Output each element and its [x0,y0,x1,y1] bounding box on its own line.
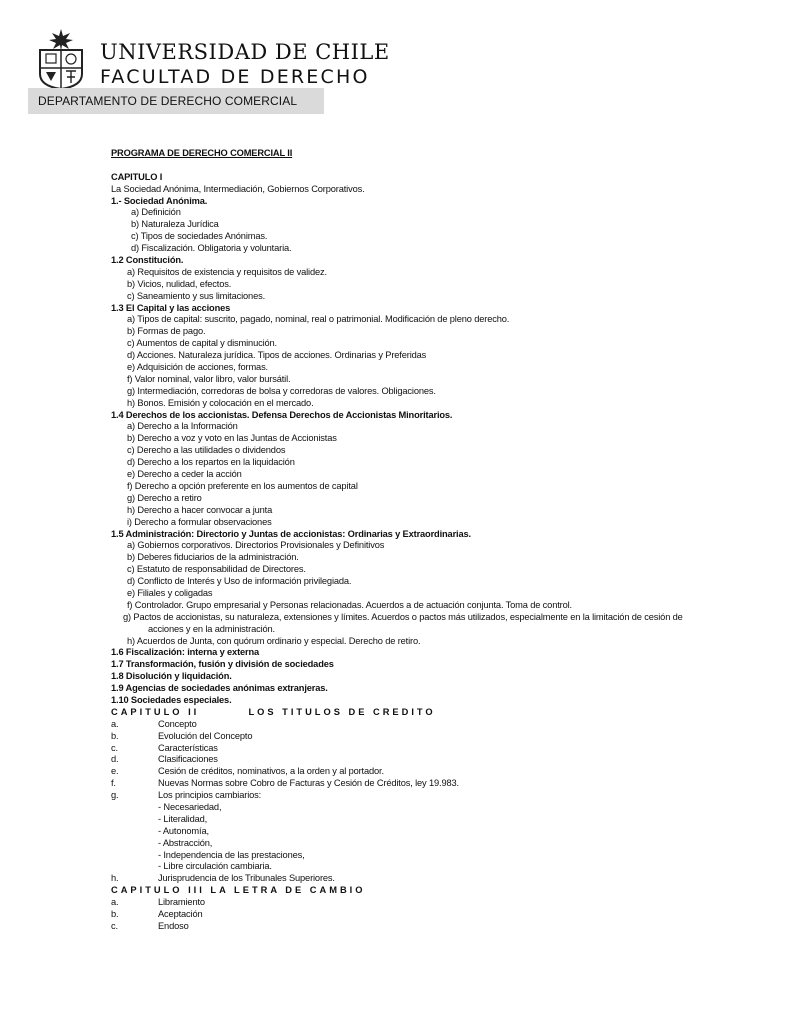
list-item: h) Derecho a hacer convocar a junta [127,504,273,515]
list-item: d) Conflicto de Interés y Uso de información privilegiada. [127,576,352,587]
list-item: c) Tipos de sociedades Anónimas. [131,231,268,242]
principle-item: - Independencia de las prestaciones, [158,849,305,860]
list-item: a) Tipos de capital: suscrito, pagado, nominal, real o patrimonial. Modificación de pleno derecho. [127,314,510,325]
section-title: 1.7 Transformación, fusión y división de sociedades [111,659,334,670]
list-item: b. Aceptación [111,909,203,919]
list-item: c) Aumentos de capital y disminución. [127,338,277,349]
list-item: c) Derecho a las utilidades o dividendos [127,445,286,456]
chapter-1-heading: CAPITULO I [111,171,163,182]
chapter-2-label: CAPITULO II [111,706,200,717]
list-item: i) Derecho a formular observaciones [127,516,272,527]
list-item: c) Saneamiento y sus limitaciones. [127,290,266,301]
list-item: d) Derecho a los repartos en la liquidación [127,457,295,468]
principle-item: - Abstracción, [158,837,213,848]
list-item: f) Controlador. Grupo empresarial y Personas relacionadas. Acuerdos a de actuación conjunta. Toma de control. [127,599,572,610]
section-title: 1.8 Disolución y liquidación. [111,671,232,682]
principle-item: - Libre circulación cambiaria. [158,861,272,872]
section-title: 1.6 Fiscalización: interna y externa [111,647,260,658]
list-item: a) Requisitos de existencia y requisitos de validez. [127,266,327,277]
list-item: h) Acuerdos de Junta, con quórum ordinario y especial. Derecho de retiro. [127,635,421,646]
section-title: 1.10 Sociedades especiales. [111,694,232,705]
list-item: e) Adquisición de acciones, formas. [127,362,268,373]
list-item: h) Bonos. Emisión y colocación en el mercado. [127,397,314,408]
section-title: 1.- Sociedad Anónima. [111,195,208,206]
document-title: PROGRAMA DE DERECHO COMERCIAL II [111,148,293,158]
list-item: d. Clasificaciones [111,754,218,765]
principle-item: - Necesariedad, [158,801,222,812]
chapter-3-heading: CAPITULO III LA LETRA DE CAMBIO [111,885,366,896]
list-item: a) Derecho a la Información [127,421,238,432]
principle-item: - Autonomía, [158,825,209,836]
section-title: 1.4 Derechos de los accionistas. Defensa Derechos de Accionistas Minoritarios. [111,409,453,420]
list-item: g) Derecho a retiro [127,492,202,503]
faculty-name: FACULTAD DE DERECHO [100,66,370,88]
department-band [28,88,324,114]
list-item: c. Características [111,742,218,753]
list-item: f. Nuevas Normas sobre Cobro de Facturas y Cesión de Créditos, ley 19.983. [111,778,459,789]
list-item: f) Valor nominal, valor libro, valor bursátil. [127,373,291,384]
principle-item: - Literalidad, [158,813,208,824]
list-item: e) Derecho a ceder la acción [127,469,242,480]
list-item: g. Los principios cambiarios: [111,790,262,801]
list-item: d) Acciones. Naturaleza jurídica. Tipos de acciones. Ordinarias y Preferidas [127,350,427,361]
list-item: d) Fiscalización. Obligatoria y voluntaria. [131,243,292,254]
list-item: a) Definición [131,207,181,218]
list-item: b) Formas de pago. [127,326,206,337]
list-item: a. Libramiento [111,897,205,908]
list-item-continuation: acciones y en la administración. [148,623,275,634]
university-name: UNIVERSIDAD DE CHILE [100,40,390,64]
list-item: c. Endoso [111,920,189,931]
section-title: 1.2 Constitución. [111,255,184,266]
list-item: a. Concepto [111,718,197,729]
department-name: DEPARTAMENTO DE DERECHO COMERCIAL [38,94,298,108]
chapter-2-title: LOS TITULOS DE CREDITO [248,706,436,717]
university-crest-icon [34,28,88,90]
list-item: c) Estatuto de responsabilidad de Directores. [127,564,306,575]
list-item: h. Jurisprudencia de los Tribunales Superiores. [111,873,335,884]
list-item: b) Deberes fiduciarios de la administración. [127,552,299,563]
letterhead [28,24,390,114]
section-title: 1.3 El Capital y las acciones [111,302,231,313]
chapter-2-heading [111,707,791,719]
list-item: g) Intermediación, corredoras de bolsa y corredoras de valores. Obligaciones. [127,385,436,396]
list-item: b) Vicios, nulidad, efectos. [127,278,232,289]
list-item: b. Evolución del Concepto [111,730,253,741]
list-item: b) Naturaleza Jurídica [131,219,219,230]
list-item: e) Filiales y coligadas [127,587,213,598]
list-item: b) Derecho a voz y voto en las Juntas de Accionistas [127,433,337,444]
chapter-1-subtitle: La Sociedad Anónima, Intermediación, Gobiernos Corporativos. [111,183,365,194]
list-item: e. Cesión de créditos, nominativos, a la orden y al portador. [111,766,384,777]
program-document [111,148,791,933]
list-item: g) Pactos de accionistas, su naturaleza, extensiones y límites. Acuerdos o pactos más utilizados, especialmente en la limitación de cesión de [123,611,683,622]
list-item: f) Derecho a opción preferente en los aumentos de capital [127,480,358,491]
list-item: a) Gobiernos corporativos. Directorios Provisionales y Definitivos [127,540,385,551]
section-title: 1.9 Agencias de sociedades anónimas extranjeras. [111,683,328,694]
section-title: 1.5 Administración: Directorio y Juntas de accionistas: Ordinarias y Extraordinarias. [111,528,471,539]
